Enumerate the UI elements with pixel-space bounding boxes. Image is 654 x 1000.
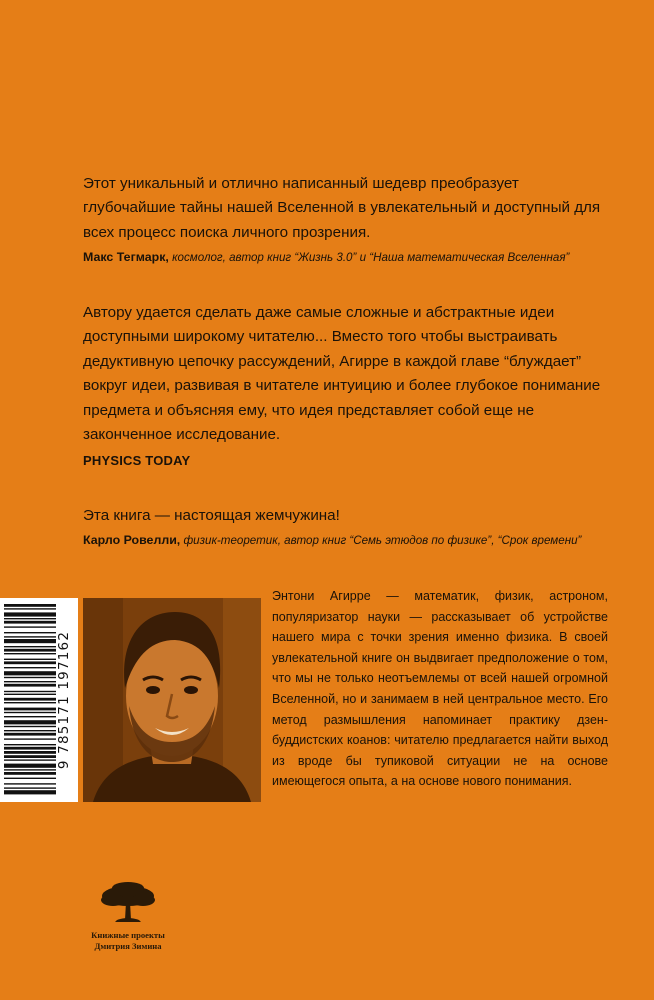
quote-rovelli — [83, 504, 603, 549]
publisher-line-2: Дмитрия Зимина — [94, 940, 162, 951]
barcode-bar — [4, 702, 56, 703]
barcode-bar — [4, 677, 56, 678]
quote-text: Этот уникальный и отлично написанный шедевр преобразует глубочайшие тайны нашей Вселенной в увлекательный и доступный для всех процесс поиска личного прозрения. — [83, 175, 601, 241]
quote-author: PHYSICS TODAY — [83, 453, 191, 469]
barcode-bar — [4, 720, 56, 724]
quote-attribution — [83, 532, 603, 549]
quote-tegmark — [83, 172, 603, 266]
barcode-bar — [4, 612, 56, 616]
barcode-bar — [4, 790, 56, 794]
barcode-bar — [4, 608, 56, 609]
tree-icon — [97, 880, 159, 928]
isbn-digits: 9 785171 197162 — [56, 630, 72, 770]
barcode-bar — [4, 667, 56, 668]
barcode-bar — [4, 726, 56, 727]
barcode-bar — [4, 653, 56, 654]
quote-author-role: космолог, автор книг “Жизнь 3.0” и “Наша математическая Вселенная” — [168, 251, 570, 265]
author-photo — [83, 598, 261, 802]
barcode-bar — [4, 639, 56, 643]
barcode-bar — [4, 694, 56, 695]
barcode-bar — [4, 787, 56, 788]
barcode-bar — [4, 759, 56, 760]
barcode-bar — [4, 681, 56, 682]
barcode-bar — [4, 632, 56, 633]
quote-text: Автору удается сделать даже самые сложные и абстрактные идеи доступными широкому читателю... Вместо того чтобы выстраивать дедуктивную цепочку рассуждений, Агирре в каждой главе “блуждает” вокруг идеи, развивая в читателе интуицию и более глубокое понимание предмета и объясняя ему, что идея представляет собой еще не законченное исследование. — [83, 304, 601, 444]
barcode-bar — [4, 778, 56, 779]
barcode-bar — [4, 671, 56, 675]
barcode-bar — [4, 708, 56, 711]
barcode-bar — [4, 646, 56, 647]
quote-author-role: физик-теоретик, автор книг “Семь этюдов по физике”, “Срок времени” — [180, 534, 582, 548]
barcode-bar — [4, 730, 56, 731]
barcode-bar — [4, 738, 56, 739]
barcode-bar — [4, 618, 56, 619]
barcode-bar — [4, 744, 56, 745]
publisher-name — [82, 930, 174, 951]
barcode-bar — [4, 691, 56, 692]
barcode-bar — [4, 684, 56, 687]
barcode-bar — [4, 604, 56, 607]
quote-attribution — [83, 249, 603, 266]
quote-text: Эта книга — настоящая жемчужина! — [83, 507, 340, 524]
barcode-bar — [4, 626, 56, 627]
publisher-logo — [82, 880, 174, 951]
barcode-bar — [4, 636, 56, 637]
barcode-bar — [4, 716, 56, 717]
barcode-bar — [4, 659, 56, 660]
barcode-bar — [4, 698, 56, 701]
barcode-bar — [4, 649, 56, 652]
barcode-bar — [4, 764, 56, 768]
barcode-bar — [4, 661, 56, 664]
publisher-line-1: Книжные проекты — [91, 930, 165, 940]
barcode-bar — [4, 733, 56, 736]
barcode-bar — [4, 769, 56, 770]
barcode-bars — [0, 598, 60, 802]
author-bio: Энтони Агирре — математик, физик, астроном, популяризатор науки — рассказывает об устройстве нашего мира с точки зрения именно физика. В своей увлекательной книге он выдвигает предположение о том, что мы не только неотъемлемы от всей нашей огромной Вселенной, но и занимаем в ней центральное место. Его метод размышления напоминает практику дзен-буддистских коанов: читателю предлагается найти выход из вроде бы тупиковой ситуации не на основе имеющегося опыта, а на основе нового понимания. — [272, 589, 608, 789]
barcode-bar — [4, 712, 56, 713]
barcode-bar — [4, 772, 56, 775]
quote-physics-today — [83, 301, 603, 468]
barcode-bar — [4, 755, 56, 758]
isbn-barcode — [0, 598, 78, 802]
barcode-bar — [4, 747, 56, 750]
quote-author: Карло Ровелли, — [83, 533, 181, 548]
barcode-bar — [4, 783, 56, 784]
barcode-bar — [4, 751, 56, 754]
barcode-bar — [4, 621, 56, 624]
quote-author: Макс Тегмарк, — [83, 250, 169, 265]
